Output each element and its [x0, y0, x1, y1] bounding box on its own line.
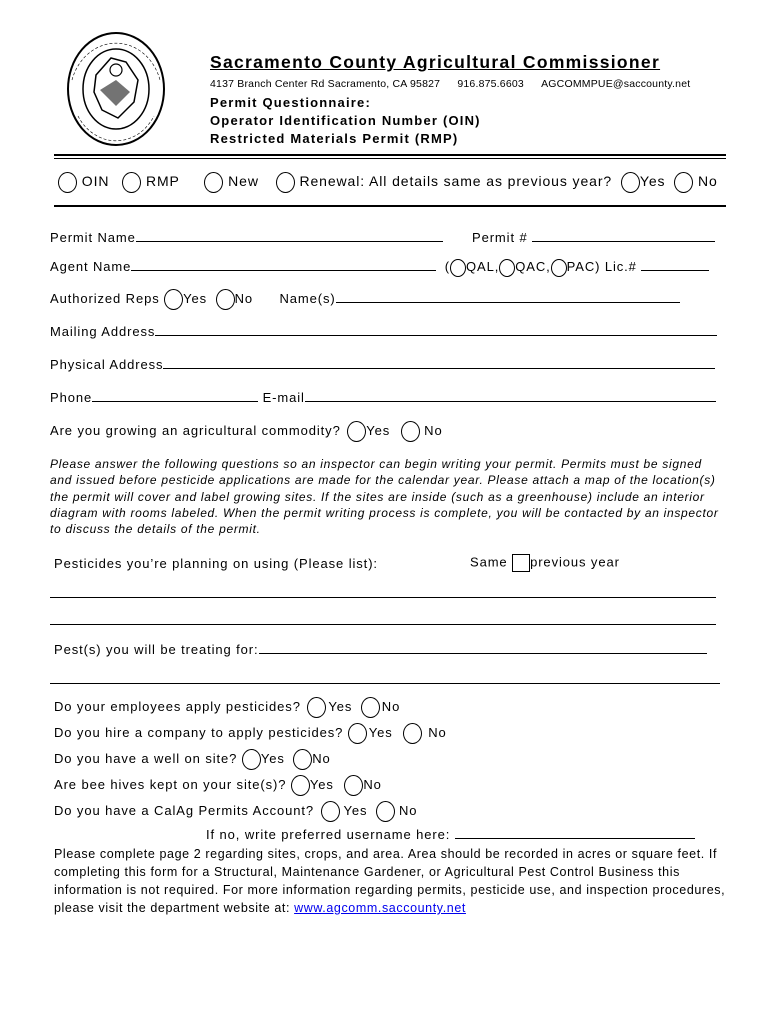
q-calag-no-label: No — [398, 802, 418, 818]
permit-number-field[interactable] — [532, 229, 715, 242]
county-seal — [66, 30, 166, 148]
q-company-no-radio[interactable] — [403, 723, 422, 744]
phone-field[interactable] — [92, 389, 258, 402]
question-company — [54, 723, 447, 744]
renewal-no-label: No — [698, 173, 718, 190]
header-divider-thin — [54, 158, 726, 159]
q-company-no-label: No — [428, 724, 447, 740]
ag-yes-label: Yes — [366, 422, 391, 438]
renewal-yes-label: Yes — [639, 173, 666, 190]
ag-no-label: No — [424, 422, 443, 438]
pests-row — [54, 641, 707, 657]
renewal-no-radio[interactable] — [674, 172, 693, 193]
q-bees-no-label: No — [363, 776, 382, 792]
type-row-divider — [54, 205, 726, 207]
email-field[interactable] — [305, 389, 716, 402]
permit-number-row — [472, 229, 715, 245]
pac-radio[interactable] — [551, 259, 567, 277]
header-divider — [54, 154, 726, 156]
q-company-yes-label: Yes — [368, 724, 393, 740]
q-well-yes-radio[interactable] — [242, 749, 261, 770]
new-label: New — [228, 173, 259, 190]
q-calag-label: Do you have a CalAg Permits Account? — [54, 802, 315, 818]
q-company-yes-radio[interactable] — [348, 723, 367, 744]
renewal-radio[interactable] — [276, 172, 295, 193]
form-subtitle-oin: Operator Identification Number (OIN) — [210, 113, 481, 128]
reps-yes-radio[interactable] — [164, 289, 183, 310]
rep-names-field[interactable] — [336, 290, 680, 303]
qal-label: QAL, — [466, 259, 500, 274]
authorized-reps-row — [50, 289, 680, 310]
q-bees-yes-label: Yes — [309, 776, 334, 792]
new-radio[interactable] — [204, 172, 223, 193]
q-well-no-label: No — [312, 750, 331, 766]
same-previous-checkbox[interactable] — [512, 554, 530, 572]
q-employees-no-label: No — [381, 698, 401, 714]
footer-paragraph — [54, 845, 726, 917]
pac-label: PAC) Lic.# — [566, 259, 637, 274]
same-previous-row — [470, 554, 620, 572]
email-label: E-mail — [262, 390, 305, 405]
username-row — [206, 826, 695, 842]
q-well-no-radio[interactable] — [293, 749, 312, 770]
agent-row — [50, 258, 709, 277]
mailing-address-field[interactable] — [155, 323, 717, 336]
pests-field[interactable] — [259, 641, 707, 654]
ag-commodity-row — [50, 421, 443, 442]
footer-text: Please complete page 2 regarding sites, crops, and area. Area should be recorded in acres or square feet. If completing this form for a Structural, Maintenance Gardener, or Agricultural Pest Control Business this information is not required. For more information regarding permits, pesticide use, and inspection procedures, please visit the department website at: — [54, 847, 726, 915]
renewal-yes-radio[interactable] — [621, 172, 640, 193]
physical-address-label: Physical Address — [50, 357, 164, 372]
form-subtitle: Permit Questionnaire: — [210, 95, 372, 110]
q-employees-label: Do your employees apply pesticides? — [54, 698, 301, 714]
license-number-field[interactable] — [641, 258, 709, 271]
agency-email: AGCOMMPUE@saccounty.net — [541, 78, 691, 90]
agency-address: 4137 Branch Center Rd Sacramento, CA 95827 — [210, 78, 441, 90]
q-company-label: Do you hire a company to apply pesticides? — [54, 724, 344, 740]
username-label: If no, write preferred username here: — [206, 827, 451, 842]
agent-name-field[interactable] — [131, 258, 436, 271]
q-employees-no-radio[interactable] — [361, 697, 380, 718]
phone-label: Phone — [50, 390, 93, 405]
phone-email-row — [50, 389, 716, 405]
qac-radio[interactable] — [499, 259, 515, 277]
department-website-link[interactable]: www.agcomm.saccounty.net — [294, 901, 466, 915]
agency-phone: 916.875.6603 — [457, 78, 524, 90]
q-calag-no-radio[interactable] — [376, 801, 395, 822]
agent-paren: ( — [444, 259, 451, 274]
q-bees-yes-radio[interactable] — [291, 775, 310, 796]
pests-label: Pest(s) you will be treating for: — [54, 642, 259, 657]
username-field[interactable] — [455, 826, 695, 839]
permit-number-label: Permit # — [472, 230, 528, 245]
q-calag-yes-label: Yes — [343, 802, 368, 818]
qac-label: QAC, — [515, 259, 551, 274]
mailing-address-label: Mailing Address — [50, 324, 156, 339]
permit-name-row — [50, 229, 443, 245]
reps-yes-label: Yes — [183, 290, 208, 306]
question-bees — [54, 775, 382, 796]
instructions-paragraph: Please answer the following questions so an inspector can begin writing your permit. Permits must be signed and issued before pesticide applications are made for the calendar year. Please attach a map of the location(s) the permit will cover and label growing sites. If the sites are inside (such as a greenhouse) include an interior diagram with rooms labeled. When the permit writing process is complete, you will be contacted by an inspector to discuss the details of the permit. — [50, 457, 719, 537]
renewal-label: Renewal: All details same as previous year? — [299, 173, 613, 190]
q-well-label: Do you have a well on site? — [54, 750, 238, 766]
question-employees — [54, 697, 400, 718]
authorized-reps-label: Authorized Reps — [50, 290, 160, 306]
reps-no-radio[interactable] — [216, 289, 235, 310]
form-subtitle-rmp: Restricted Materials Permit (RMP) — [210, 131, 459, 146]
pesticides-line-2[interactable] — [50, 624, 716, 625]
question-well — [54, 749, 331, 770]
q-bees-label: Are bee hives kept on your site(s)? — [54, 776, 287, 792]
agency-title: Sacramento County Agricultural Commissioner — [210, 52, 661, 72]
q-employees-yes-radio[interactable] — [307, 697, 326, 718]
agency-contact — [210, 78, 690, 90]
qal-radio[interactable] — [450, 259, 466, 277]
q-bees-no-radio[interactable] — [344, 775, 363, 796]
physical-address-field[interactable] — [163, 356, 715, 369]
rmp-radio[interactable] — [122, 172, 141, 193]
q-calag-yes-radio[interactable] — [321, 801, 340, 822]
physical-row — [50, 356, 715, 372]
q-employees-yes-label: Yes — [328, 698, 353, 714]
reps-no-label: No — [234, 290, 253, 306]
same-label: Same — [470, 554, 508, 570]
question-calag — [54, 801, 417, 822]
oin-radio[interactable] — [58, 172, 77, 193]
pests-line-2[interactable] — [50, 683, 720, 684]
mailing-row — [50, 323, 717, 339]
rmp-label: RMP — [145, 173, 180, 190]
pesticides-label: Pesticides you’re planning on using (Please list): — [54, 556, 378, 571]
pesticides-line-1[interactable] — [50, 597, 716, 598]
q-well-yes-label: Yes — [260, 750, 285, 766]
ag-no-radio[interactable] — [401, 421, 420, 442]
permit-name-field[interactable] — [136, 229, 443, 242]
ag-commodity-question: Are you growing an agricultural commodity? — [50, 422, 341, 438]
permit-type-row — [58, 172, 718, 193]
agent-name-label: Agent Name — [50, 259, 132, 274]
permit-name-label: Permit Name — [50, 230, 136, 245]
previous-year-label: previous year — [530, 554, 620, 570]
ag-yes-radio[interactable] — [347, 421, 366, 442]
rep-names-label: Name(s) — [279, 290, 336, 306]
oin-label: OIN — [81, 173, 110, 190]
